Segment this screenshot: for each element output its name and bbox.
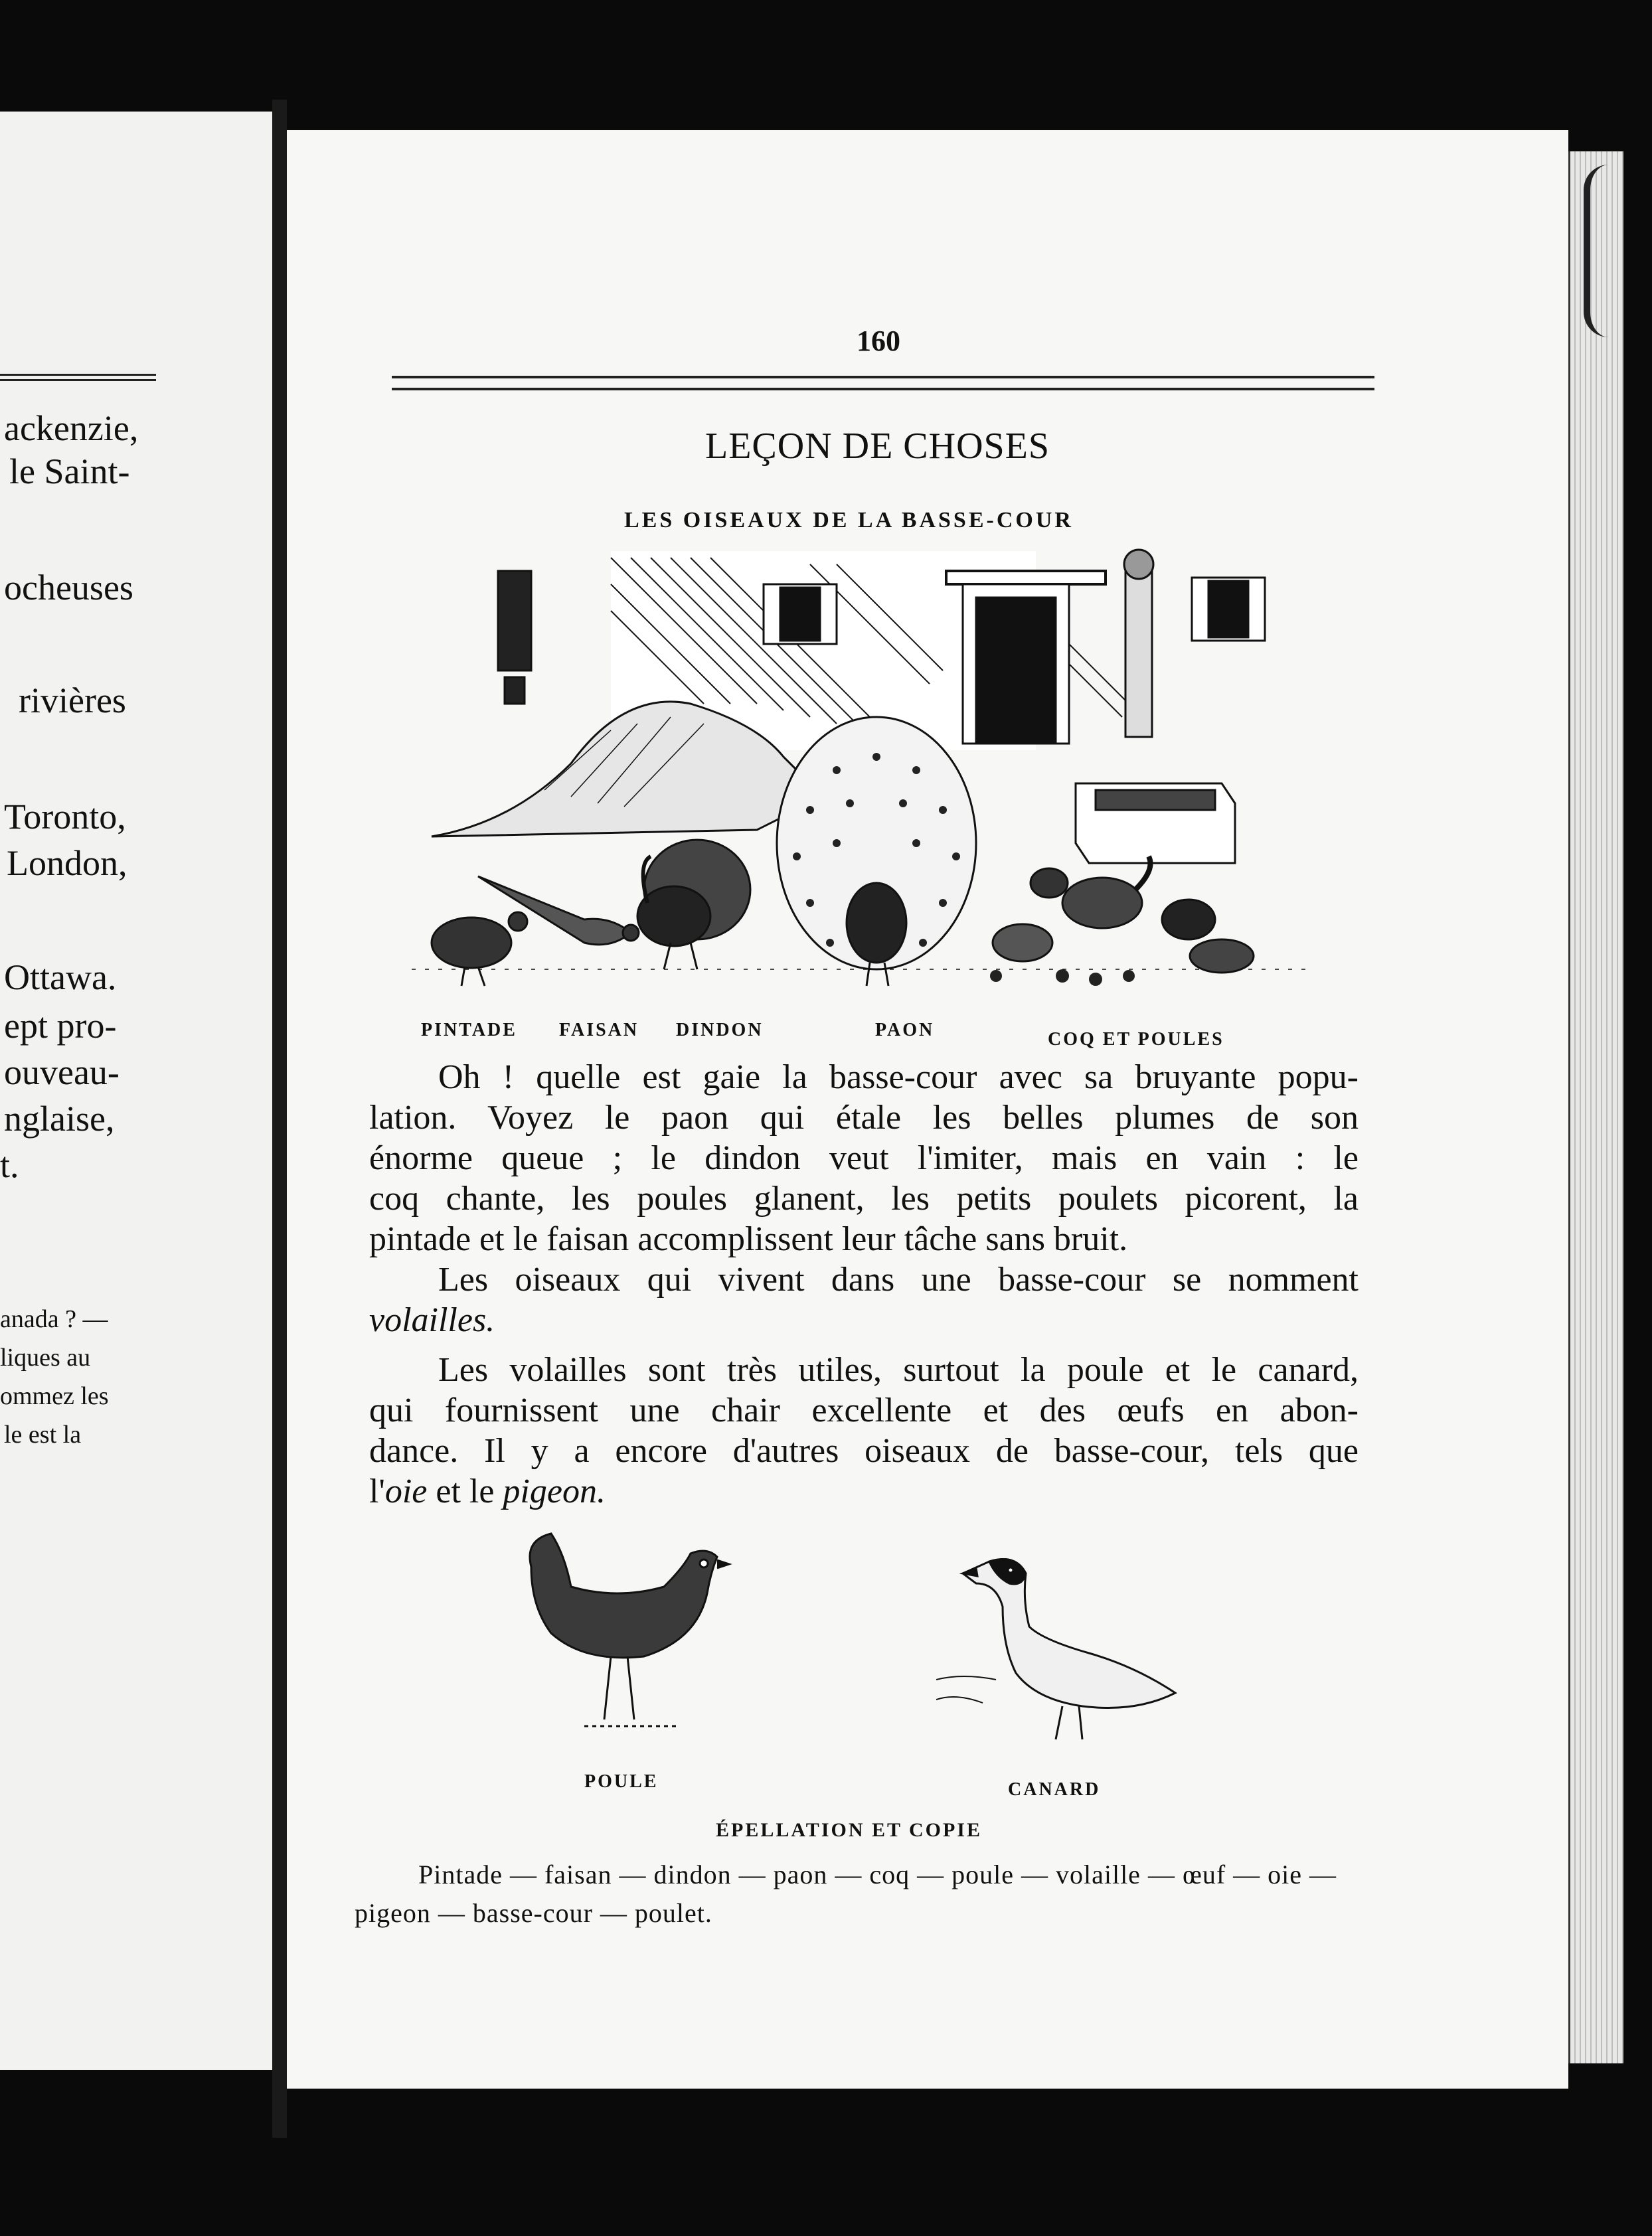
spelling-heading: ÉPELLATION ET COPIE bbox=[716, 1819, 982, 1841]
text-line bbox=[369, 1471, 1359, 1512]
facing-page-text: ackenzie, bbox=[4, 408, 139, 448]
text-line: dance. Il y a encore d'autres oiseaux de basse-cour, tels que bbox=[369, 1432, 1359, 1470]
page-number: 160 bbox=[857, 325, 900, 357]
lesson-title: LEÇON DE CHOSES bbox=[705, 426, 1050, 467]
text-line: Les oiseaux qui vivent dans une basse-cour se nomment bbox=[438, 1261, 1359, 1299]
spelling-words-line: Pintade — faisan — dindon — paon — coq — poule — volaille — œuf — oie — bbox=[418, 1860, 1337, 1889]
book-gutter bbox=[272, 100, 287, 2138]
facing-page-text: Ottawa. bbox=[4, 957, 117, 997]
text-line: Les volailles sont très utiles, surtout la poule et le canard, bbox=[438, 1351, 1359, 1389]
label-canard: CANARD bbox=[1008, 1779, 1101, 1800]
facing-page-text: nglaise, bbox=[4, 1099, 115, 1139]
caption-faisan: FAISAN bbox=[559, 1020, 639, 1040]
facing-page-left bbox=[0, 112, 278, 2070]
duck-illustration bbox=[936, 1547, 1202, 1759]
facing-page-text: Toronto, bbox=[4, 797, 126, 837]
paragraph-1 bbox=[369, 1057, 1359, 1259]
text-line: pintade et le faisan accomplissent leur tâche sans bruit. bbox=[369, 1220, 1128, 1258]
text-fragment: et le bbox=[427, 1473, 503, 1510]
caption-paon: PAON bbox=[875, 1020, 935, 1040]
label-poule: POULE bbox=[584, 1771, 659, 1792]
text-fragment: l' bbox=[369, 1473, 385, 1510]
hen-illustration bbox=[518, 1527, 737, 1753]
facing-page-text: ept pro- bbox=[4, 1006, 117, 1046]
facing-page-text: rivières bbox=[19, 680, 126, 720]
italic-term: pigeon. bbox=[503, 1473, 606, 1510]
facing-page-text: ommez les bbox=[0, 1382, 109, 1410]
facing-page-rule bbox=[0, 374, 156, 376]
spelling-words-line: pigeon — basse-cour — poulet. bbox=[355, 1898, 712, 1928]
section-subtitle: LES OISEAUX DE LA BASSE-COUR bbox=[624, 508, 1074, 532]
facing-page-text: t. bbox=[0, 1145, 19, 1185]
text-line: énorme queue ; le dindon veut l'imiter, mais en vain : le bbox=[369, 1139, 1359, 1177]
paragraph-3 bbox=[369, 1350, 1359, 1512]
caption-dindon: DINDON bbox=[676, 1020, 764, 1040]
facing-page-text: London, bbox=[7, 843, 127, 883]
caption-coq-et-poules: COQ ET POULES bbox=[1048, 1029, 1224, 1050]
text-line: Oh ! quelle est gaie la basse-cour avec sa bruyante popu- bbox=[438, 1058, 1359, 1096]
italic-term: oie bbox=[384, 1473, 428, 1510]
facing-page-text: le Saint- bbox=[9, 451, 130, 491]
facing-page-text: anada ? — bbox=[0, 1305, 108, 1333]
text-line: lation. Voyez le paon qui étale les belles plumes de son bbox=[369, 1099, 1359, 1137]
facing-page-text: le est la bbox=[4, 1421, 82, 1449]
text-line: coq chante, les poules glanent, les petits poulets picorent, la bbox=[369, 1180, 1359, 1218]
header-rule bbox=[392, 376, 1374, 390]
paragraph-2 bbox=[369, 1259, 1359, 1340]
page-edges bbox=[1568, 151, 1623, 2063]
caption-pintade: PINTADE bbox=[421, 1020, 517, 1040]
facing-page-text: liques au bbox=[0, 1344, 91, 1372]
italic-term: volailles. bbox=[369, 1301, 495, 1339]
facing-page-rule bbox=[0, 379, 156, 381]
text-line bbox=[369, 1300, 1359, 1340]
facing-page-text: ouveau- bbox=[4, 1052, 120, 1092]
page-curl bbox=[1584, 165, 1609, 337]
barnyard-illustration bbox=[412, 544, 1315, 1022]
facing-page-text: ocheuses bbox=[4, 568, 133, 607]
text-line: qui fournissent une chair excellente et des œufs en abon- bbox=[369, 1392, 1359, 1429]
